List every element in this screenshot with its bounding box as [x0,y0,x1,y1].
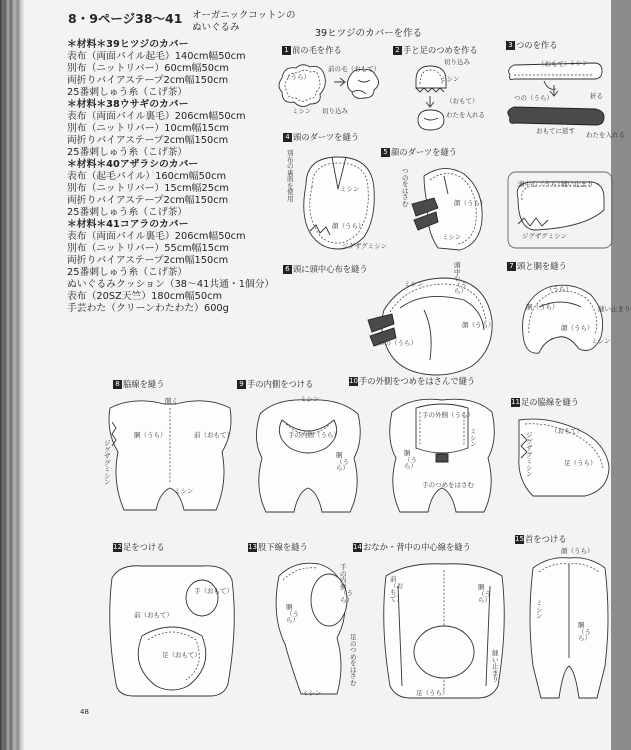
material-line: 別布（ニットリバー）15cm幅25cm [67,183,229,194]
material-line: 両折りバイアステープ2cm幅150cm [67,75,229,86]
material-line: 別布（ニットリバー）10cm幅15cm [67,123,229,134]
step-6-title: 6 頭に頭中心布を縫う [283,265,368,274]
material-line: ＊材料＊41コアラのカバー [67,219,189,230]
step-2-title: 2 手と足のつめを作る [393,46,478,55]
step-1-title: 1 前の毛を作る [282,46,342,55]
page-title-line2: ぬいぐるみ [192,22,240,33]
step-15-illustration [519,548,619,708]
material-line: ＊材料＊38ウサギのカバー [67,99,189,110]
material-line: 25番刺しゅう糸（こげ茶） [67,87,188,98]
material-line: ぬいぐるみクッション（38～41共通・1個分） [67,279,275,290]
material-line: 別布（ニットリバー）55cm幅15cm [67,243,229,254]
step-12-title: 12足をつける [113,542,165,552]
step-3-title: 3 つのを作る [506,41,558,50]
material-line: ＊材料＊39ヒツジのカバー [67,39,189,50]
step-13-title: 13股下線を縫う [248,542,308,552]
step-15-title: 15首をつける [515,534,567,544]
step-8-illustration [100,392,240,522]
book-spine [0,0,24,750]
step-5-illustration [404,160,494,260]
material-line: 25番刺しゅう糸（こげ茶） [67,267,188,278]
material-line: 手芸わた（クリーンわたわた）600g [67,303,229,314]
page-title-line1: オーガニックコットンの [192,10,296,21]
step-8-title: 8 脇線を縫う [113,380,165,389]
material-line: 両折りバイアステープ2cm幅150cm [67,135,229,146]
step-9-illustration [252,392,367,522]
step-4-title: 4 頭のダーツを縫う [283,133,359,142]
material-line: 両折りバイアステープ2cm幅150cm [67,195,229,206]
page-reference: 8・9ページ38～41 [68,11,183,26]
material-line: 25番刺しゅう糸（こげ茶） [67,147,188,158]
section-title: 39ヒツジのカバーを作る [315,28,423,39]
material-line: 表布（20SZ天竺）180cm幅50cm [67,291,222,302]
step-9-title: 9 手の内側をつける [237,380,313,389]
material-line: 表布（両面パイル裏毛）206cm幅50cm [67,111,246,122]
step-10-title: 10手の外側をつめをはさんで縫う [349,376,476,386]
page-number: 48 [80,708,89,716]
step-11-title: 11足の脇線を縫う [511,397,580,407]
step-5-title: 5 顔のダーツを縫う [381,148,457,157]
material-line: 別布（ニットリバー）60cm幅50cm [67,63,229,74]
material-line: 25番刺しゅう糸（こげ茶） [67,207,188,218]
material-line: 表布（両面パイル裏毛）206cm幅50cm [67,231,246,242]
material-line: ＊材料＊40アザラシのカバー [67,159,199,170]
step-14-title: 14おなか・背中の中心線を縫う [353,542,471,552]
material-line: 表布（起毛パイル）160cm幅50cm [67,171,226,182]
page-sheet: 8・9ページ38～41 オーガニックコットンの ぬいぐるみ ＊材料＊39ヒツジのカバー 表布（両面パイル起毛）140cm幅50cm 別布（ニットリバー）60cm幅50cm 両折りバイアステープ2cm幅150cm 25番刺しゅう糸（こげ茶） ＊材料＊38ウサギのカバー 表布（両面パイル裏毛）206cm幅50cm 別布（ニットリバー）10cm幅15cm 両折りバイアステープ2cm幅150cm 25番刺しゅう糸（こげ茶） ＊材料＊40アザラシのカバー 表布（起毛パイル）160cm幅50cm 別布（ニットリバー）15cm幅25cm 両折りバイアステープ2cm幅150cm 25番刺しゅう糸（こげ茶） ＊材料＊41コアラのカバー 表布（両面パイル裏毛）206cm幅50cm 別布（ニットリバー）55cm幅15cm 両折りバイアステープ2cm幅150cm 25番刺しゅう糸（こげ茶） ぬいぐるみクッション（38～41共通・1個分） 表布（20SZ天竺）180cm幅50cm 手芸わた（クリーンわたわた）600g 39ヒツジのカバーを作る 1 前の毛を作る 2 手と足のつめを作る 3 つのを作る 4 頭のダーツを縫う 5 顔のダーツを縫う 6 頭に頭中心布を縫う 7 頭と胴を縫う 8 脇線を縫う 9 手の内側をつける 10手の外側をつめをはさんで縫う 11足の脇線を縫う 12足をつける 13股下線を縫う 14おなか・背中の中心線を縫う 15首をつける （うら） 前の毛（おもて） ミシン 切り込み 切り込み ミシン （おもて） わたを入れる （おもて） ミシン つの（うら） 折る おもてに返す わたを入れる 別布の裏面を使用 ミシン 顔（うら） ジグザグミシン つのをはさむ 顔（うら） ミシン 頭中心（うら） 縫い止まり ジグザグミシン ミシン 頭中心（うら） 顔（うら） つの（うら） （うら） 胴（うら） 顔（うら） 縫い止まり ミシン 開く 胴（うら） 前（おもて） ミシン ジグザグミシン ミシン 手の内側（うら） 胴（うら） 手の外側（うら） 胴（うら） ミシン 手のつめをはさむ （おもて） 足（うら） ジグザグミシン 手（おもて） 前（おもて） 足（おもて） 手の内側（うら） 胴（うら） 足のつめをはさむ ミシン 前（おもて） 胴（うら） 縫い止まり 足（うら） 顔（うら） ミシン 胴（うら） 48 [24,0,611,750]
step-12-illustration [102,556,242,706]
material-line: 表布（両面パイル起毛）140cm幅50cm [67,51,246,62]
material-line: 両折りバイアステープ2cm幅150cm [67,255,229,266]
step-7-title: 7 頭と胴を縫う [507,262,567,271]
